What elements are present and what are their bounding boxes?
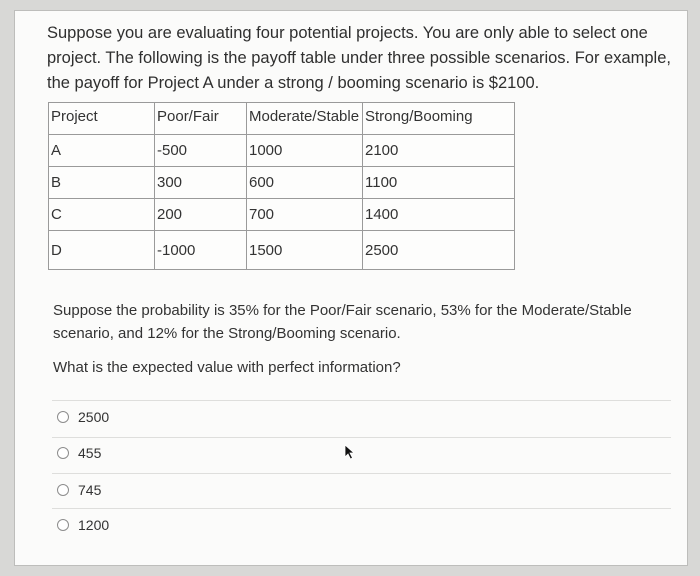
payoff-table: [48, 102, 515, 270]
table-cell: 1400: [363, 199, 515, 231]
divider: [52, 437, 671, 438]
question-card: [14, 10, 688, 566]
table-cell: 1500: [247, 231, 363, 270]
table-row: [49, 167, 515, 199]
table-cell: C: [49, 199, 155, 231]
table-cell: B: [49, 167, 155, 199]
table-cell: -1000: [155, 231, 247, 270]
table-cell: 200: [155, 199, 247, 231]
table-cell: -500: [155, 135, 247, 167]
table-cell: 1000: [247, 135, 363, 167]
table-cell: 2100: [363, 135, 515, 167]
table-header-row: [49, 103, 515, 135]
mouse-cursor-icon: [344, 444, 358, 460]
table-cell: 300: [155, 167, 247, 199]
table-cell: A: [49, 135, 155, 167]
table-cell: D: [49, 231, 155, 270]
probability-text: Suppose the probability is 35% for the Poor/Fair scenario, 53% for the Moderate/Stable scenario, and 12% for the Strong/Booming scenario.: [53, 302, 632, 342]
table-cell: 2500: [363, 231, 515, 270]
option-label: 455: [78, 445, 102, 461]
header-strong-booming: Strong/Booming: [363, 103, 515, 135]
radio-button[interactable]: [57, 411, 69, 423]
header-project: Project: [49, 103, 155, 135]
option-745[interactable]: [57, 482, 101, 498]
option-label: 2500: [78, 409, 110, 425]
divider: [52, 400, 671, 401]
header-poor-fair: Poor/Fair: [155, 103, 247, 135]
table-cell: 700: [247, 199, 363, 231]
divider: [52, 508, 671, 509]
table-cell: 1100: [363, 167, 515, 199]
intro-text: Suppose you are evaluating four potential projects. You are only able to select one project. The following is the payoff table under three possible scenarios. For example, the payoff for Project A under a strong / booming scenario is $2100.: [47, 24, 671, 92]
question-text: What is the expected value with perfect information?: [53, 359, 401, 376]
radio-button[interactable]: [57, 484, 69, 496]
option-label: 745: [78, 482, 102, 498]
option-label: 1200: [78, 517, 110, 533]
option-2500[interactable]: [57, 409, 109, 425]
option-455[interactable]: [57, 445, 101, 461]
radio-button[interactable]: [57, 519, 69, 531]
table-row: [49, 135, 515, 167]
header-moderate-stable: Moderate/Stable: [247, 103, 363, 135]
divider: [52, 473, 671, 474]
table-cell: 600: [247, 167, 363, 199]
table-row: [49, 231, 515, 270]
table-row: [49, 199, 515, 231]
radio-button[interactable]: [57, 447, 69, 459]
option-1200[interactable]: [57, 517, 109, 533]
